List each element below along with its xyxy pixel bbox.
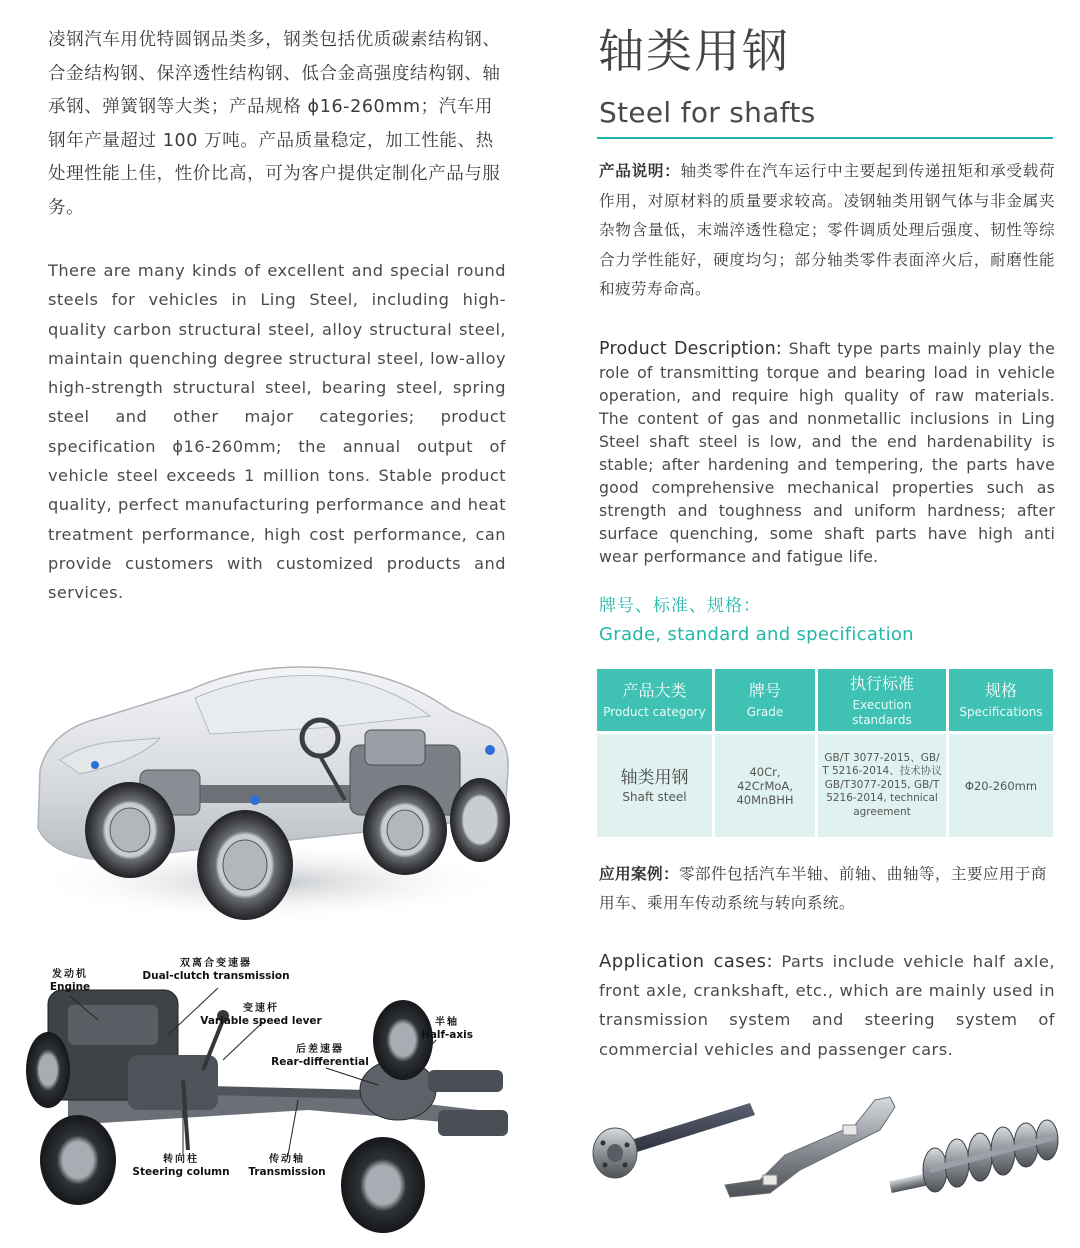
label-engine: 发动机 Engine (49, 969, 91, 993)
table-header-category: 产品大类 Product category (597, 669, 712, 731)
grade-heading-chinese: 牌号、标准、规格： (599, 596, 761, 616)
application-body-cn: 零部件包括汽车半轴、前轴、曲轴等，主要应用于商用车、乘用车传动系统与转向系统。 (599, 865, 1047, 912)
table-header-specifications: 规格 Specifications (949, 669, 1053, 731)
label-transmission: 传动轴 Transmission (248, 1154, 326, 1178)
page-title: 轴类用钢 (598, 24, 790, 78)
crankshaft-icon (889, 1120, 1058, 1193)
application-lead-en: Application cases: (599, 951, 773, 972)
table-header-grade: 牌号 Grade (715, 669, 815, 731)
table-cell-grade: 40Cr, 42CrMoA, 40MnBHH (715, 734, 815, 837)
application-cases-chinese (599, 860, 1055, 918)
title-divider (597, 137, 1053, 139)
label-steering-column: 转向柱 Steering column (132, 1154, 230, 1178)
table-header-standards: 执行标准 Execution standards (818, 669, 946, 731)
page-subtitle: Steel for shafts (599, 96, 816, 129)
product-description-english (599, 337, 1055, 568)
half-axle-icon (593, 1103, 755, 1178)
application-cases-english (599, 947, 1055, 1064)
specification-table (597, 669, 1053, 837)
description-lead-en: Product Description: (599, 339, 782, 359)
description-body-en: Shaft type parts mainly play the role of transmitting torque and bearing load in vehicle operation, and require high quality of raw materials. The content of gas and nonmetallic inclusions in Ling Steel shaft steel is low, and the end hardenability is stable; after hardening and tempering, the parts have good comprehensive mechanical properties such as strength and toughness and uniform hardness; after surface quenching, some shaft parts have high anti wear performance and fatigue life. (599, 339, 1055, 566)
label-half-axis: 半轴 Half-axis (421, 1017, 473, 1041)
intro-chinese: 凌钢汽车用优特圆钢品类多，钢类包括优质碳素结构钢、合金结构钢、保淬透性结构钢、低合金高强度结构钢、轴承钢、弹簧钢等大类；产品规格 ϕ16-260mm；汽车用钢年产量超过 100 万吨。产品质量稳定，加工性能、热处理性能上佳，性价比高，可为客户提供定制化产品与服务。 (48, 30, 501, 218)
label-dual-clutch: 双离合变速器 Dual-clutch transmission (142, 958, 290, 982)
table-cell-category: 轴类用钢 Shaft steel (597, 734, 712, 837)
shaft-parts-image (585, 1085, 1065, 1210)
chassis-diagram (8, 950, 528, 1240)
table-cell-standards: GB/T 3077-2015、GB/ T 5216-2014、技术协议 GB/T3077-2015, GB/T 5216-2014, technical agreement (818, 734, 946, 837)
table-cell-spec: Φ20-260mm (949, 734, 1053, 837)
label-speed-lever: 变速杆 Variable speed lever (200, 1003, 322, 1027)
intro-english: There are many kinds of excellent and special round steels for vehicles in Ling Steel, including high-quality carbon structural steel, alloy structural steel, maintain quenching degree structural steel, low-alloy high-strength structural steel, bearing steel, spring steel and other major categories; product specification ϕ16-260mm; the annual output of vehicle steel exceeds 1 million tons. Stable product quality, perfect manufacturing performance and heat treatment performance, high cost performance, can provide customers with customized products and services. (48, 261, 506, 603)
application-body-en: Parts include vehicle half axle, front axle, crankshaft, etc., which are mainly used in transmission system and steering system of commercial vehicles and passenger cars. (599, 952, 1056, 1059)
label-rear-differential: 后差速器 Rear-differential (271, 1044, 369, 1068)
car-cutaway-image (20, 650, 520, 940)
description-lead-cn: 产品说明： (599, 162, 681, 180)
product-description-chinese (599, 157, 1055, 305)
application-lead-cn: 应用案例： (599, 865, 679, 883)
grade-heading-english: Grade, standard and specification (599, 624, 914, 645)
description-body-cn: 轴类零件在汽车运行中主要起到传递扭矩和承受载荷作用，对原材料的质量要求较高。凌钢轴类用钢气体与非金属夹杂物含量低，末端淬透性稳定；零件调质处理后强度、韧性等综合力学性能好，硬度均匀；部分轴类零件表面淬火后，耐磨性能和疲劳寿命高。 (599, 162, 1055, 298)
